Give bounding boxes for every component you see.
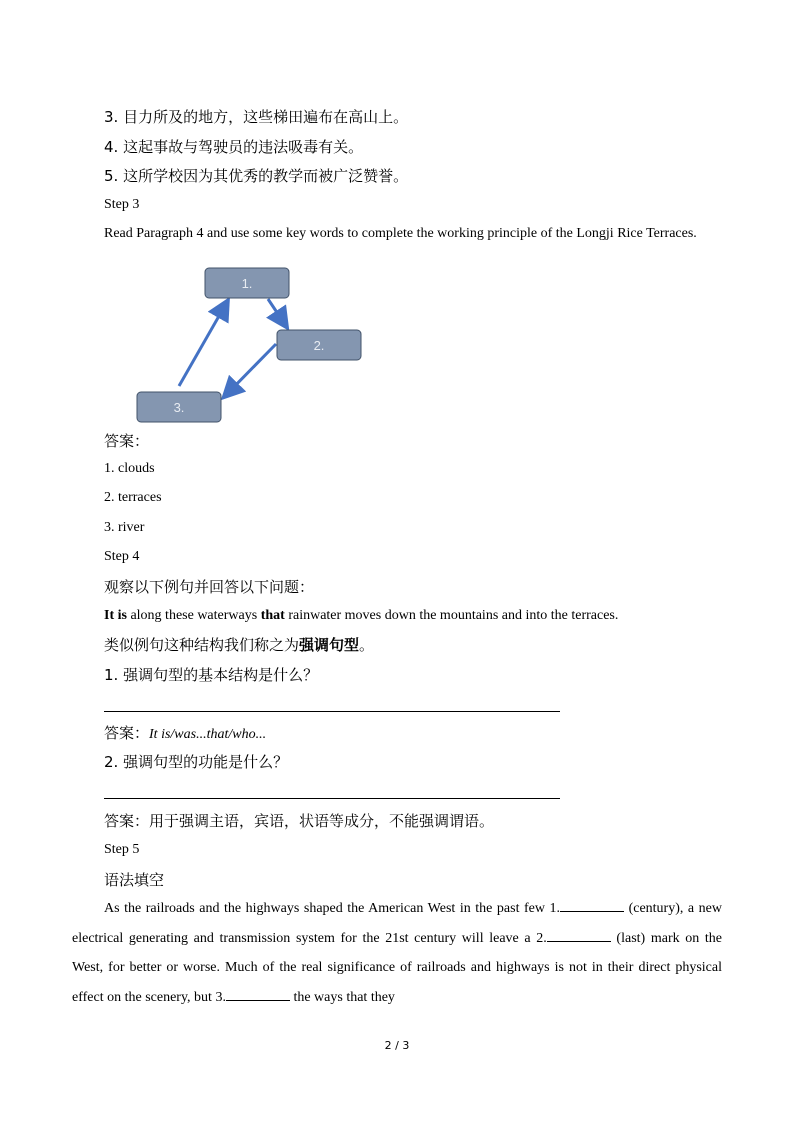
grammar-passage <box>72 894 722 1012</box>
cycle-diagram <box>130 262 370 432</box>
answer-2: 2. terraces <box>104 490 162 505</box>
passage-part-1: As the railroads and the highways shaped the American West in the past few 1. <box>104 901 561 916</box>
box-2-label: 2. <box>313 338 325 353</box>
answer-3: 3. river <box>104 520 145 535</box>
note-bold: 强调句型 <box>299 636 360 654</box>
step3-heading: Step 3 <box>104 197 140 212</box>
step5-title: 语法填空 <box>104 871 165 889</box>
step4-prompt: 观察以下例句并回答以下问题： <box>104 578 315 596</box>
step4-heading: Step 4 <box>104 549 140 564</box>
passage-part-2: (century), a new electrical generating and transmission system for the 21st century will leave a 2. <box>72 901 722 946</box>
step5-heading: Step 5 <box>104 842 140 857</box>
question-1: 1. 强调句型的基本结构是什么？ <box>104 666 319 684</box>
box-1-label: 1. <box>241 276 253 291</box>
answer-q2: 答案：用于强调主语，宾语，状语等成分，不能强调谓语。 <box>104 812 495 830</box>
box-3-label: 3. <box>173 400 185 415</box>
example-bold-that: that <box>260 608 285 623</box>
sentence-5: 5. 这所学校因为其优秀的教学而被广泛赞誉。 <box>104 167 409 185</box>
example-bold-it-is: It is <box>104 608 127 623</box>
a1-label: 答案： <box>104 724 150 742</box>
example-mid: along these waterways <box>126 608 261 623</box>
note-suffix: 。 <box>359 636 375 654</box>
blank-1[interactable] <box>560 897 624 912</box>
box-2 <box>277 330 361 360</box>
example-end: rainwater moves down the mountains and into the terraces. <box>284 608 619 623</box>
page-number: 2 / 3 <box>384 1039 410 1052</box>
blank-3[interactable] <box>226 986 290 1001</box>
answer-line-2 <box>104 798 560 799</box>
example-sentence <box>104 608 618 624</box>
answer-q1 <box>104 722 266 743</box>
sentence-4: 4. 这起事故与驾驶员的违法吸毒有关。 <box>104 138 364 156</box>
arrow-3-to-1 <box>179 302 227 386</box>
structure-note <box>104 634 374 655</box>
answer-label: 答案： <box>104 432 150 450</box>
answer-line-1 <box>104 711 560 712</box>
arrow-1-to-2 <box>268 299 286 326</box>
note-prefix: 类似例句这种结构我们称之为 <box>104 636 300 654</box>
question-2: 2. 强调句型的功能是什么？ <box>104 753 289 771</box>
step3-instruction: Read Paragraph 4 and use some key words to complete the working principle of the Longji Rice Terraces. <box>104 226 697 241</box>
box-1 <box>205 268 289 298</box>
box-3 <box>137 392 221 422</box>
a1-text: It is/was...that/who... <box>149 727 267 742</box>
answer-1: 1. clouds <box>104 461 155 476</box>
passage-part-3: (last) mark on the West, for better or worse. Much of the real significance of railroads and highways is not in their direct physical effect on the scenery, but 3. <box>72 930 722 1005</box>
arrow-2-to-3 <box>225 344 276 396</box>
passage-part-4: the ways that they <box>289 989 395 1005</box>
blank-2[interactable] <box>547 927 611 942</box>
sentence-3: 3. 目力所及的地方，这些梯田遍布在高山上。 <box>104 108 409 126</box>
